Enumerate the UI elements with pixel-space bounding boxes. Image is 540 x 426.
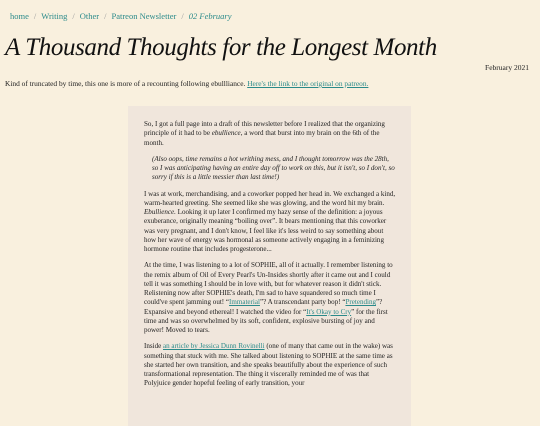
- pretending-link[interactable]: Pretending: [345, 298, 376, 307]
- paragraph-1: [144, 120, 396, 148]
- paragraph-text: (one of many that came out in the wake) was something that stuck with me. She talked about listening to SOPHIE at the same time as she started her own transition, and she speaks beautifully about the experience of such transformational representation. The thing it viscerally reminded me of was that Polyjuice gender hopeful feeling of early transition, your: [144, 342, 393, 388]
- paragraph-text: , a word that burst into my brain on the 6th of the month.: [144, 129, 380, 147]
- publish-date: February 2021: [485, 63, 529, 72]
- patreon-original-link[interactable]: Here's the link to the original on patreon.: [247, 79, 369, 88]
- emphasis-ebullience-word: Ebullience.: [144, 208, 176, 216]
- breadcrumb-link-home[interactable]: home: [10, 11, 29, 21]
- breadcrumb-current-page[interactable]: 02 February: [188, 11, 232, 21]
- paragraph-2: [144, 190, 396, 255]
- paragraph-text: I was at work, merchandising, and a coworker popped her head in. We exchanged a kind, warm-hearted greeting. She seemed like she was glowing, and the word hit my brain.: [144, 189, 396, 207]
- breadcrumb-separator: /: [72, 11, 75, 21]
- newsletter-body-card: [128, 106, 411, 426]
- breadcrumb-separator: /: [33, 11, 37, 21]
- emphasis-ebullience: ebullience: [211, 129, 241, 138]
- paragraph-3: [144, 261, 396, 335]
- article-link[interactable]: an article by Jessica Dunn Rovinelli: [162, 342, 265, 351]
- breadcrumb: [10, 11, 232, 21]
- intro-text: [5, 79, 368, 88]
- paragraph-text: Inside: [144, 342, 163, 351]
- paragraph-4: [144, 342, 396, 388]
- paragraph-text: ”? Expansive and beyond ethereal! I watched the video for “: [144, 298, 383, 316]
- paragraph-text: So, I got a full page into a draft of this newsletter before I realized that the organizing principle of it had to be: [144, 120, 385, 138]
- breadcrumb-link-patreon-newsletter[interactable]: Patreon Newsletter: [111, 11, 177, 21]
- paragraph-text: Looking it up later I confirmed my hazy sense of the definition: a joyous exuberance, originally meaning “boiling over”. It bears mentioning that this coworker was very pregnant, and I don't know, I feel like it's less weird to say something about how her wave of energy was hormonal as someone actively engaging in a feminizing hormone routine that includes progesterone...: [144, 208, 387, 253]
- newsletter-content: [144, 120, 396, 396]
- immaterial-link[interactable]: Immaterial: [229, 298, 260, 307]
- page-title: A Thousand Thoughts for the Longest Month: [5, 34, 437, 61]
- breadcrumb-link-writing[interactable]: Writing: [41, 11, 68, 21]
- breadcrumb-separator: /: [181, 11, 184, 21]
- paragraph-text: ” for the first time and was so overwhelmed by its soft, confident, explosive bursting of joy and power! Moved to tears.: [144, 307, 388, 334]
- paragraph-text: ”? A transcendant party bop! “: [259, 298, 346, 307]
- aside-quote: (Also oops, time remains a hot writhing mess, and I thought tomorrow was the 28th, so I was anticipating having an entire day off to work on this, but it isn't, so I don't, so sorry if this is a little messier than last time!): [152, 154, 395, 182]
- breadcrumb-separator: /: [104, 11, 107, 21]
- paragraph-text: At the time, I was listening to a lot of SOPHIE, all of it actually. I remember listening to the remix album of Oil of Every Pearl's Un-Insides shortly after it came out and I could tell it was something I should be in love with, but for whatever reason it didn't stick. Relistening now after SOPHIE's death, I'm sad to have squandered so much time I could've spent jamming out! “: [144, 261, 393, 307]
- intro-sentence: Kind of truncated by time, this one is more of a recounting following ebullliance.: [5, 79, 248, 88]
- its-okay-to-cry-link[interactable]: It's Okay to Cry: [306, 307, 352, 316]
- breadcrumb-link-other[interactable]: Other: [79, 11, 100, 21]
